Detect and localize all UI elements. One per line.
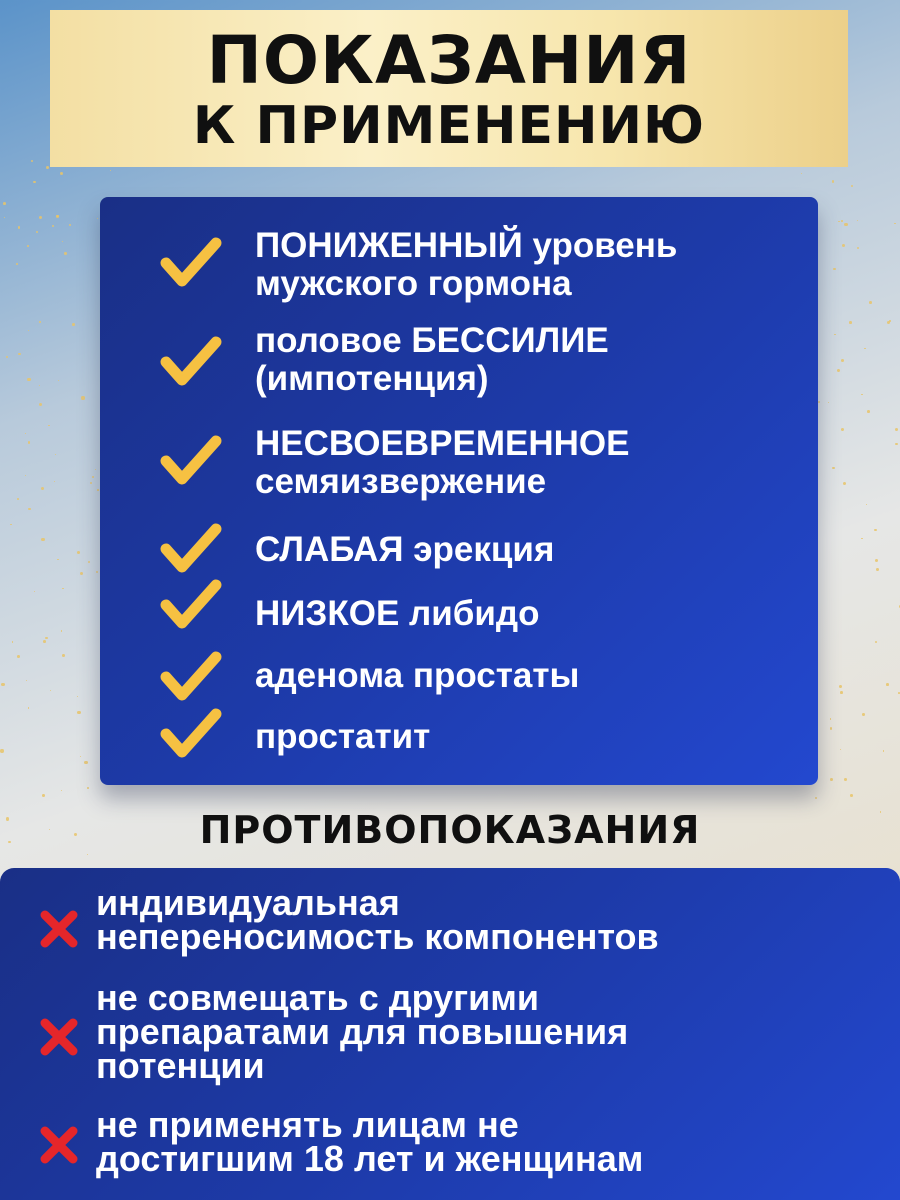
indication-text: аденома простаты <box>255 656 580 695</box>
sparkle-dot <box>39 403 42 406</box>
sparkle-dot <box>62 588 63 589</box>
sparkle-dot <box>87 787 89 789</box>
sparkle-dot <box>3 202 6 205</box>
contraindications-title: ПРОТИВОПОКАЗАНИЯ <box>199 808 701 852</box>
indications-banner <box>50 10 848 167</box>
sparkle-dot <box>1 683 4 686</box>
sparkle-dot <box>841 359 844 362</box>
indication-text: НЕСВОЕВРЕМЕННОЕ семяизвержение <box>255 424 630 501</box>
sparkle-dot <box>840 749 841 750</box>
sparkle-dot <box>77 711 80 714</box>
check-icon <box>160 235 222 289</box>
sparkle-dot <box>874 529 876 531</box>
indication-text: простатит <box>255 717 431 756</box>
sparkle-dot <box>88 561 90 563</box>
sparkle-dot <box>830 778 833 781</box>
sparkle-dot <box>28 330 29 331</box>
indication-text: СЛАБАЯ эрекция <box>255 530 555 569</box>
sparkle-dot <box>45 637 48 640</box>
sparkle-dot <box>52 225 54 227</box>
sparkle-dot <box>48 425 49 426</box>
sparkle-dot <box>801 173 802 174</box>
sparkle-dot <box>889 320 890 321</box>
check-icon <box>160 433 222 487</box>
sparkle-dot <box>39 385 40 386</box>
sparkle-dot <box>77 696 78 697</box>
sparkle-dot <box>875 641 877 643</box>
banner-title-line2: К ПРИМЕНЕНИЮ <box>192 96 706 156</box>
sparkle-dot <box>838 221 839 222</box>
contraindication-text: индивидуальная непереносимость компонентов <box>96 882 659 957</box>
sparkle-dot <box>834 334 836 336</box>
sparkle-dot <box>28 707 30 709</box>
sparkle-dot <box>844 778 847 781</box>
contraindications-panel <box>0 868 900 1200</box>
sparkle-dot <box>87 854 88 855</box>
sparkle-dot <box>25 433 26 434</box>
sparkle-dot <box>77 551 80 554</box>
sparkle-dot <box>10 524 12 526</box>
sparkle-dot <box>36 231 38 233</box>
sparkle-dot <box>850 794 853 797</box>
sparkle-dot <box>857 220 858 221</box>
sparkle-dot <box>18 353 20 355</box>
sparkle-dot <box>57 559 59 561</box>
sparkle-dot <box>12 641 13 642</box>
sparkle-dot <box>33 181 36 184</box>
sparkle-dot <box>828 402 830 404</box>
sparkle-dot <box>17 498 19 500</box>
sparkle-dot <box>867 410 870 413</box>
sparkle-dot <box>830 727 833 730</box>
sparkle-dot <box>110 170 111 171</box>
sparkle-dot <box>62 654 65 657</box>
sparkle-dot <box>895 443 897 445</box>
sparkle-dot <box>28 508 30 510</box>
sparkle-dot <box>27 245 29 247</box>
check-icon <box>160 649 222 703</box>
sparkle-dot <box>55 454 57 456</box>
sparkle-dot <box>90 482 92 484</box>
sparkle-dot <box>6 356 8 358</box>
sparkle-dot <box>43 640 46 643</box>
sparkle-dot <box>39 321 41 323</box>
sparkle-dot <box>895 428 898 431</box>
sparkle-dot <box>97 218 98 219</box>
sparkle-dot <box>843 482 846 485</box>
check-icon <box>160 706 222 760</box>
sparkle-dot <box>27 378 30 381</box>
sparkle-dot <box>818 401 820 403</box>
sparkle-dot <box>58 380 59 381</box>
sparkle-dot <box>72 323 75 326</box>
sparkle-dot <box>80 572 83 575</box>
sparkle-dot <box>866 504 867 505</box>
sparkle-dot <box>862 713 865 716</box>
sparkle-dot <box>69 224 71 226</box>
sparkle-dot <box>832 180 834 182</box>
sparkle-dot <box>875 559 878 562</box>
cross-icon <box>38 1124 80 1166</box>
sparkle-dot <box>41 487 44 490</box>
check-icon <box>160 334 222 388</box>
sparkle-dot <box>17 655 20 658</box>
sparkle-dot <box>60 172 63 175</box>
sparkle-dot <box>851 185 853 187</box>
sparkle-dot <box>841 220 843 222</box>
sparkle-dot <box>857 247 859 249</box>
sparkle-dot <box>876 568 879 571</box>
sparkle-dot <box>26 680 27 681</box>
sparkle-dot <box>41 538 44 541</box>
sparkle-dot <box>830 718 832 720</box>
sparkle-dot <box>46 166 49 169</box>
sparkle-dot <box>62 241 64 243</box>
sparkle-dot <box>844 223 847 226</box>
sparkle-dot <box>42 794 45 797</box>
sparkle-dot <box>96 571 98 573</box>
sparkle-dot <box>849 321 852 324</box>
sparkle-dot <box>883 750 884 751</box>
sparkle-dot <box>837 369 840 372</box>
sparkle-dot <box>842 244 845 247</box>
sparkle-dot <box>832 467 834 469</box>
indication-text: НИЗКОЕ либидо <box>255 594 540 633</box>
sparkle-dot <box>80 756 81 757</box>
sparkle-dot <box>839 685 842 688</box>
sparkle-dot <box>28 441 30 443</box>
sparkle-dot <box>54 481 55 482</box>
sparkle-dot <box>841 428 844 431</box>
check-icon <box>160 521 222 575</box>
sparkle-dot <box>84 761 87 764</box>
sparkle-dot <box>95 469 96 470</box>
sparkle-dot <box>25 475 26 476</box>
sparkle-dot <box>815 797 817 799</box>
check-icon <box>160 577 222 631</box>
indication-text: половое БЕССИЛИЕ (импотенция) <box>255 321 609 398</box>
sparkle-dot <box>864 348 866 350</box>
sparkle-dot <box>39 216 42 219</box>
sparkle-dot <box>861 538 862 539</box>
sparkle-dot <box>833 268 836 271</box>
sparkle-dot <box>894 223 896 225</box>
sparkle-dot <box>97 489 99 491</box>
contraindication-text: не применять лицам не достигшим 18 лет и женщинам <box>96 1104 644 1179</box>
sparkle-dot <box>31 160 33 162</box>
cross-icon <box>38 1016 80 1058</box>
sparkle-dot <box>34 591 35 592</box>
sparkle-dot <box>92 476 94 478</box>
sparkle-dot <box>0 749 3 752</box>
sparkle-dot <box>840 691 843 694</box>
cross-icon <box>38 908 80 950</box>
sparkle-dot <box>869 301 872 304</box>
sparkle-dot <box>886 683 889 686</box>
sparkle-dot <box>61 790 62 791</box>
sparkle-dot <box>18 226 20 228</box>
sparkle-dot <box>64 252 67 255</box>
indications-panel <box>100 197 818 785</box>
sparkle-dot <box>81 396 84 399</box>
sparkle-dot <box>50 690 51 691</box>
sparkle-dot <box>861 394 863 396</box>
sparkle-dot <box>4 217 5 218</box>
contraindication-text: не совмещать с другими препаратами для повышения потенции <box>96 977 629 1086</box>
indication-text: ПОНИЖЕННЫЙ уровень мужского гормона <box>255 226 678 303</box>
sparkle-dot <box>16 263 18 265</box>
banner-title-line1: ПОКАЗАНИЯ <box>206 22 692 99</box>
sparkle-dot <box>61 630 63 632</box>
